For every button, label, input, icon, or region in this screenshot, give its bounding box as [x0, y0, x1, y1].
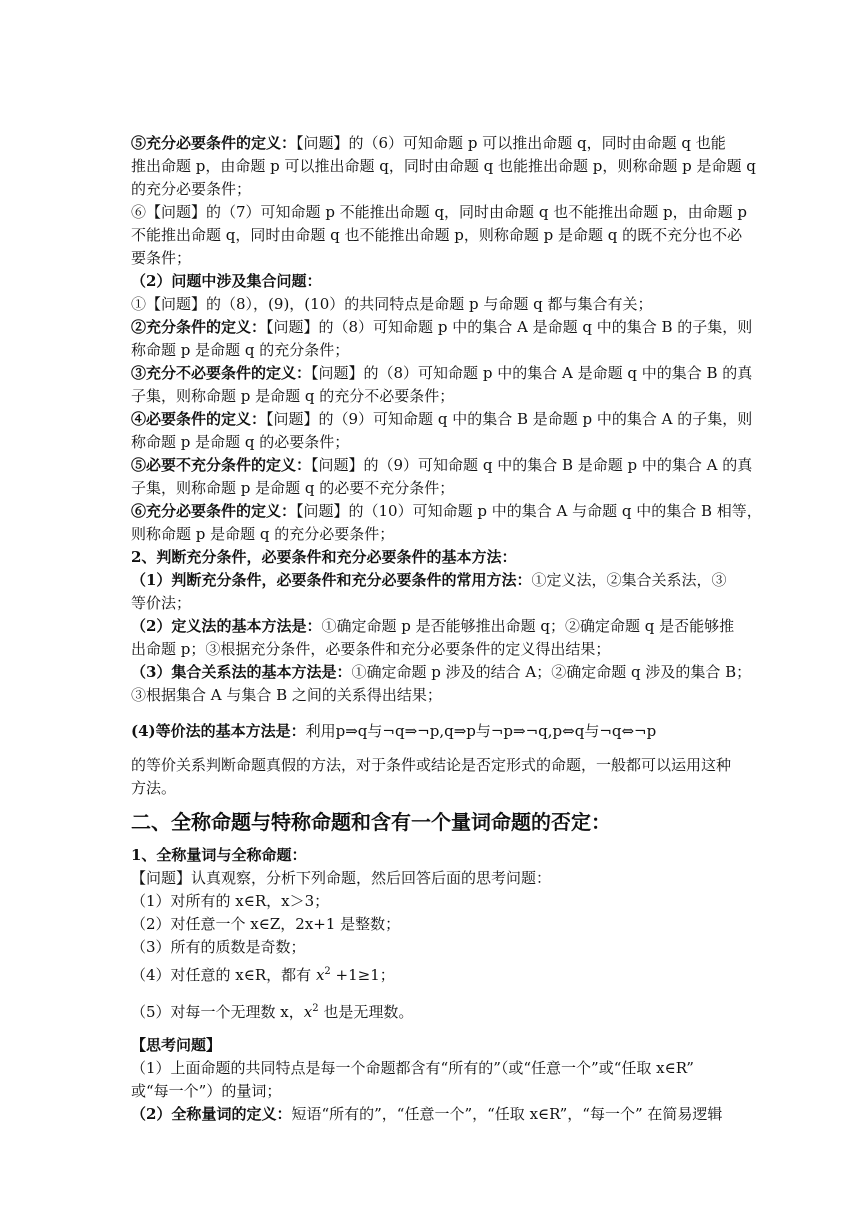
problem-item: （1）对所有的 x∈R，x＞3； — [131, 892, 330, 910]
text-line: （2）定义法的基本方法是：①确定命题 p 是否能够推出命题 q；②确定命题 q 是否能够推 — [131, 617, 735, 635]
problem-item: （4）对任意的 x∈R，都有 $x^2 +1\ge 1$； — [131, 966, 395, 984]
problem-item: （5）对每一个无理数 x，$x^2$ 也是无理数。 — [131, 1003, 414, 1021]
text-line: ①【问题】的（8），(9)，(10）的共同特点是命题 p 与命题 q 都与集合有关； — [131, 295, 653, 313]
text-line: 的充分必要条件； — [131, 180, 252, 198]
text-line: 则称命题 p 是命题 q 的充分必要条件； — [131, 525, 395, 543]
text-line: 方法。 — [131, 779, 177, 797]
section-subheading: （2）问题中涉及集合问题： — [131, 272, 322, 290]
equivalence-method-line: (4)等价法的基本方法是：利用p⇒q与¬q⇒¬p,q⇒p与¬p⇒¬q,p⇔q与¬q⇔¬p — [131, 722, 657, 740]
text-line: ③充分不必要条件的定义：【问题】的（8）可知命题 p 中的集合 A 是命题 q 中的集合 B 的真 — [131, 364, 753, 382]
problem-intro: 【问题】认真观察，分析下列命题，然后回答后面的思考问题： — [131, 869, 552, 887]
think-title: 【思考问题】 — [131, 1036, 222, 1054]
text-line: （2）全称量词的定义：短语“所有的”，“任意一个”，“任取 x∈R”，“每一个” 在简易逻辑 — [131, 1105, 723, 1123]
text-line: （3）集合关系法的基本方法是：①确定命题 p 涉及的结合 A；②确定命题 q 涉及的集合 B； — [131, 663, 752, 681]
text-line: 等价法； — [131, 594, 192, 612]
problem-item: （2）对任意一个 x∈Z，2x+1 是整数； — [131, 915, 401, 933]
text-line: 出命题 p；③根据充分条件，必要条件和充分必要条件的定义得出结果； — [131, 640, 611, 658]
text-line: 不能推出命题 q，同时由命题 q 也不能推出命题 p，则称命题 p 是命题 q 的既不充分也不必 — [131, 226, 743, 244]
section-heading: 二、全称命题与特称命题和含有一个量词命题的否定： — [131, 810, 611, 834]
text-line: 要条件； — [131, 249, 192, 267]
text-line: ⑥【问题】的（7）可知命题 p 不能推出命题 q，同时由命题 q 也不能推出命题 p，由命题 p — [131, 203, 747, 221]
text-line: ⑤必要不充分条件的定义：【问题】的（9）可知命题 q 中的集合 B 是命题 p 中的集合 A 的真 — [131, 456, 753, 474]
text-line: ②充分条件的定义：【问题】的（8）可知命题 p 中的集合 A 是命题 q 中的集合 B 的子集，则 — [131, 318, 753, 336]
text-line: 的等价关系判断命题真假的方法，对于条件或结论是否定形式的命题，一般都可以运用这种 — [131, 756, 732, 774]
text-line: ⑤充分必要条件的定义：【问题】的（6）可知命题 p 可以推出命题 q，同时由命题 q 也能 — [131, 134, 726, 152]
text-line: 子集，则称命题 p 是命题 q 的必要不充分条件； — [131, 479, 455, 497]
section-subheading: 1、全称量词与全称命题： — [131, 846, 307, 864]
text-line: （1）上面命题的共同特点是每一个命题都含有“所有的”（或“任意一个”或“任取 x∈R” — [131, 1059, 694, 1077]
text-line: 称命题 p 是命题 q 的充分条件； — [131, 341, 350, 359]
text-line: 子集，则称命题 p 是命题 q 的充分不必要条件； — [131, 387, 455, 405]
problem-item: （3）所有的质数是奇数； — [131, 938, 306, 956]
text-line: （1）判断充分条件，必要条件和充分必要条件的常用方法：①定义法，②集合关系法，③ — [131, 571, 727, 589]
section-subheading: 2、判断充分条件，必要条件和充分必要条件的基本方法： — [131, 548, 517, 566]
text-line: 推出命题 p，由命题 p 可以推出命题 q，同时由命题 q 也能推出命题 p，则称命题 p 是命题 q — [131, 157, 756, 175]
text-line: ⑥充分必要条件的定义：【问题】的（10）可知命题 p 中的集合 A 与命题 q 中的集合 B 相等， — [131, 502, 762, 520]
text-line: 称命题 p 是命题 q 的必要条件； — [131, 433, 350, 451]
text-line: ④必要条件的定义：【问题】的（9）可知命题 q 中的集合 B 是命题 p 中的集合 A 的子集，则 — [131, 410, 753, 428]
text-line: 或“每一个”）的量词； — [131, 1082, 282, 1100]
text-line: ③根据集合 A 与集合 B 之间的关系得出结果； — [131, 686, 442, 704]
